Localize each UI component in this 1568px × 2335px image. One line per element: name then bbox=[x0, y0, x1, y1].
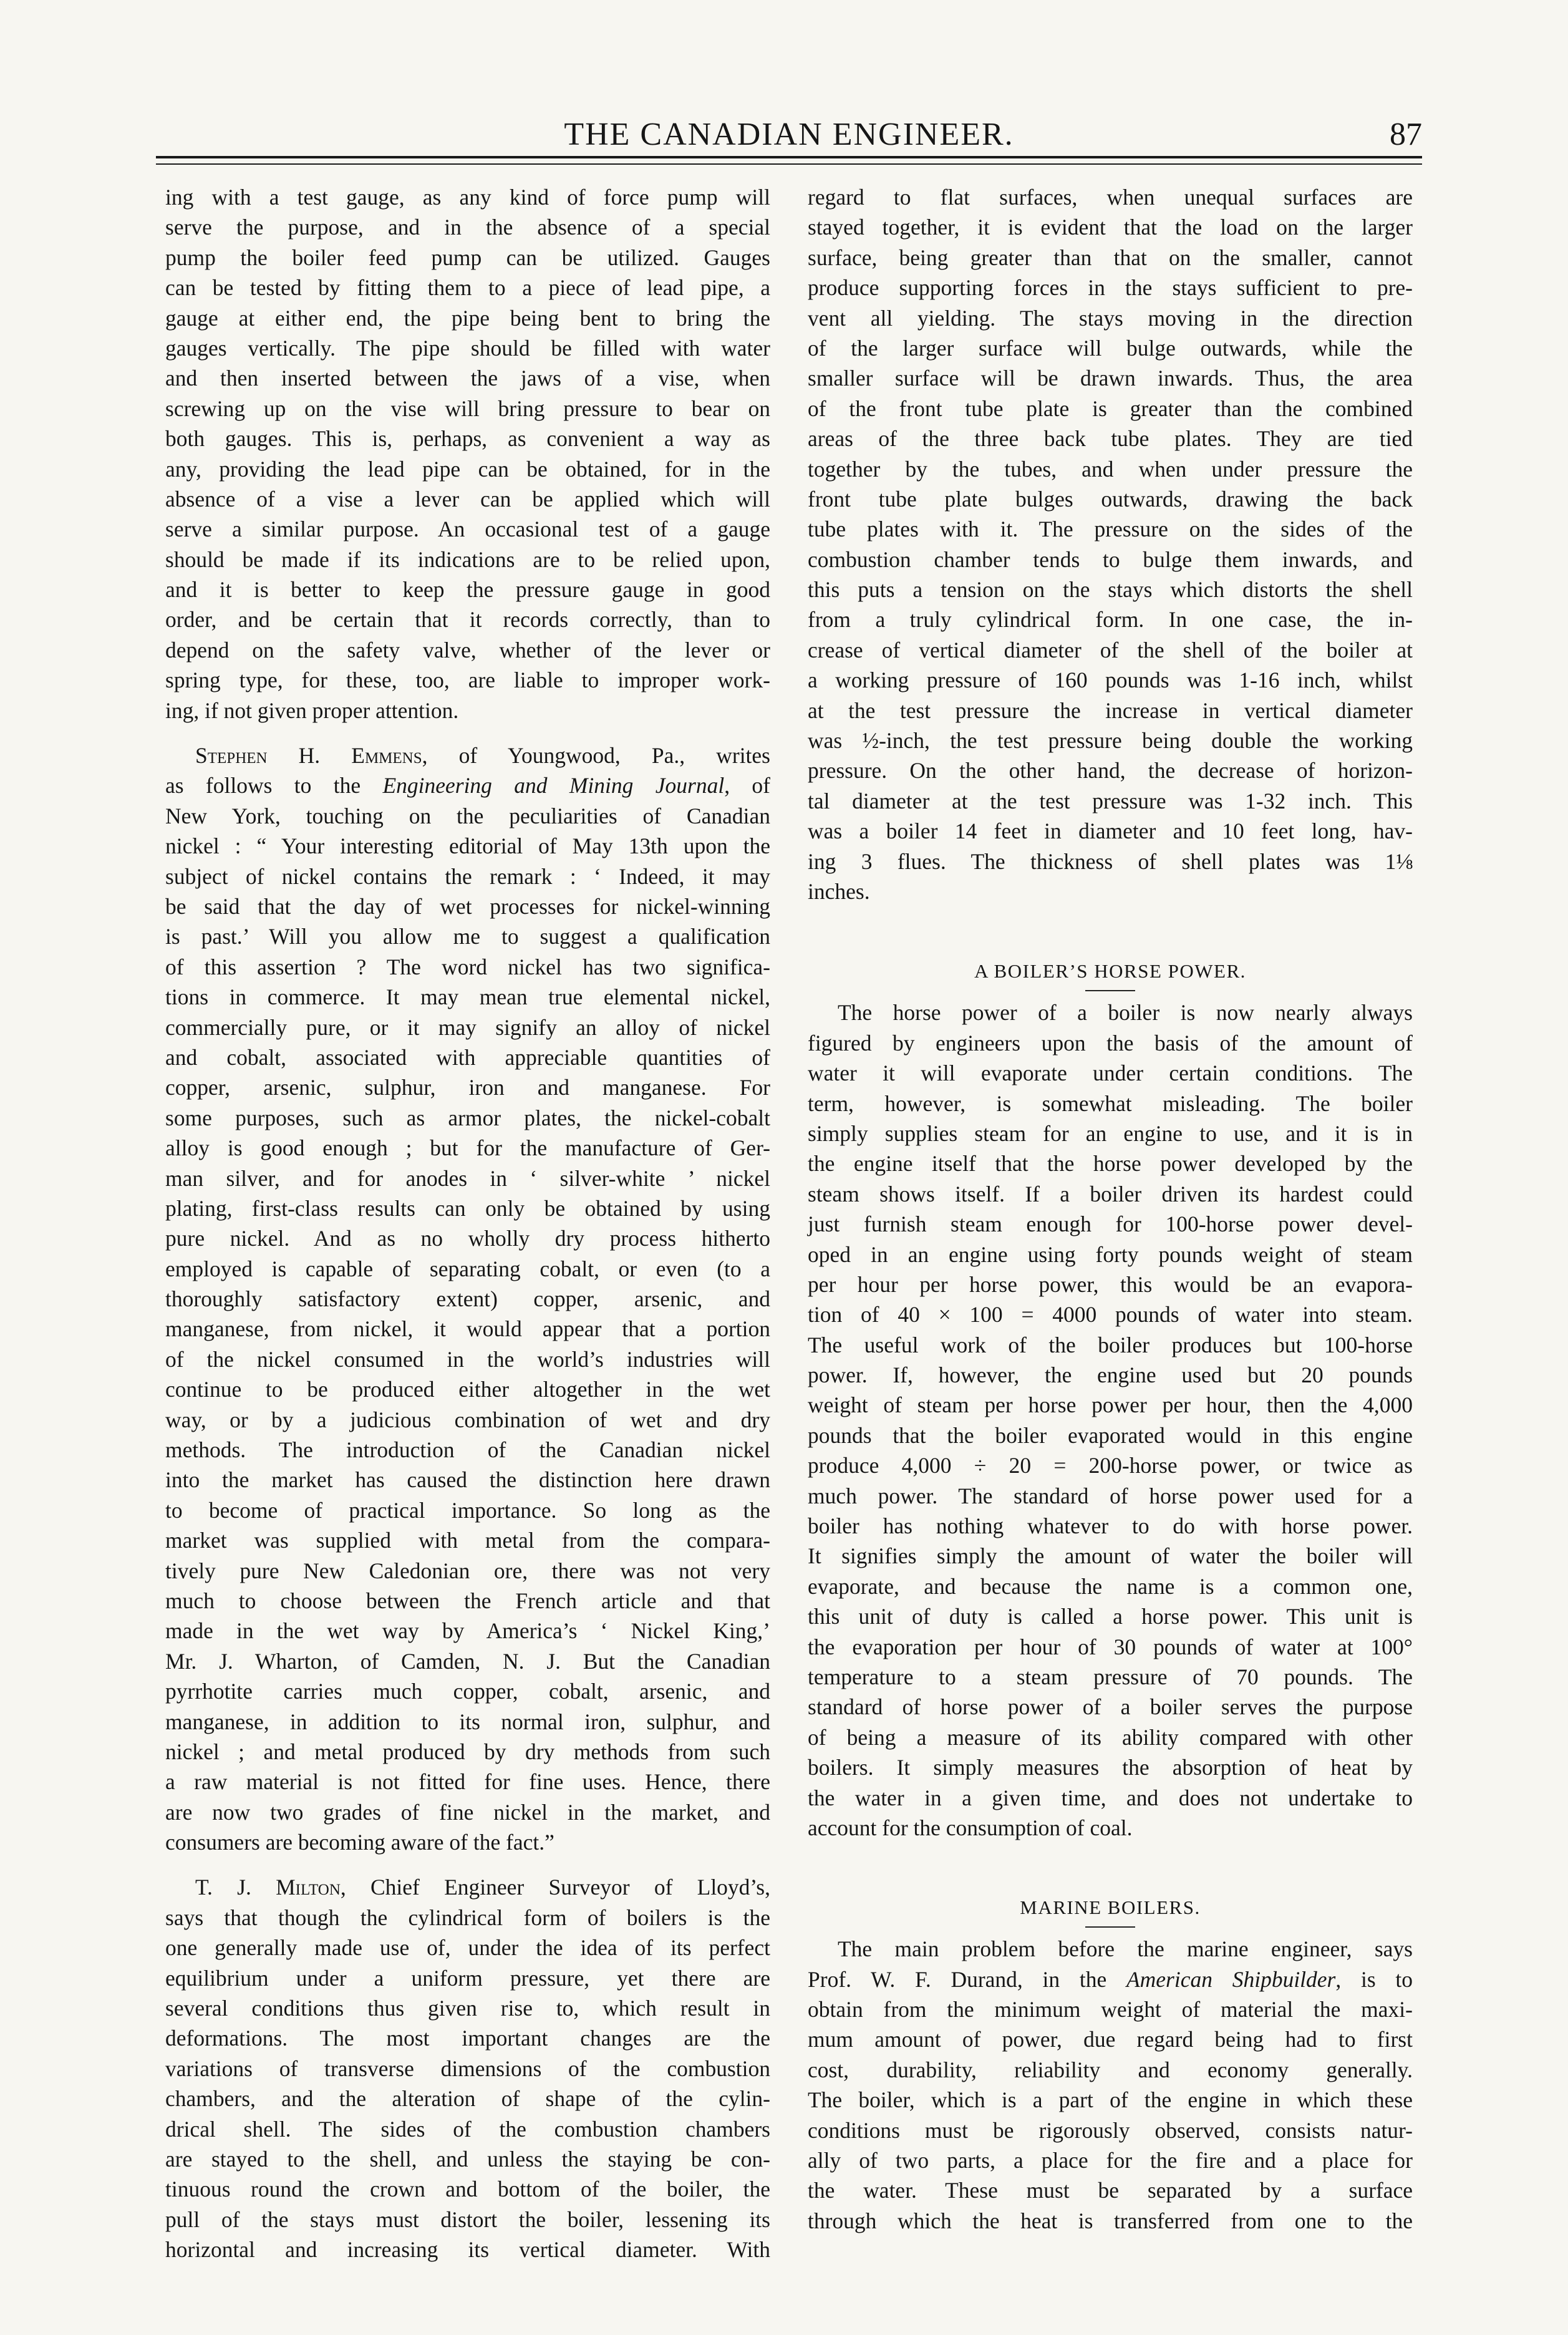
text-line: smaller surface will be drawn inwards. Thus, the area bbox=[808, 366, 1413, 391]
text-line: says that though the cylindrical form of boilers is the bbox=[165, 1905, 770, 1930]
text-line: mum amount of power, due regard being had to first bbox=[808, 2027, 1413, 2052]
marine-first-line: The main problem before the marine engineer, says bbox=[838, 1936, 1413, 1962]
text-line: a working pressure of 160 pounds was 1-16 inch, whilst bbox=[808, 667, 1413, 693]
publication-title: THE CANADIAN ENGINEER. bbox=[564, 117, 1014, 152]
text-line: tube plates with it. The pressure on the sides of the bbox=[808, 517, 1413, 542]
text-line: areas of the three back tube plates. They are tied bbox=[808, 426, 1413, 452]
text-line: temperature to a steam pressure of 70 pounds. The bbox=[808, 1664, 1413, 1689]
text-line: ing 3 flues. The thickness of shell plates was 1⅛ bbox=[808, 848, 1413, 874]
text-line: boilers. It simply measures the absorption of heat by bbox=[808, 1755, 1413, 1780]
text-line: surface, being greater than that on the smaller, cannot bbox=[808, 245, 1413, 270]
text-line: was a boiler 14 feet in diameter and 10 feet long, hav- bbox=[808, 818, 1413, 844]
section-heading-marine-boilers: MARINE BOILERS. bbox=[1020, 1896, 1201, 1919]
text-line: order, and be certain that it records correctly, than to bbox=[165, 607, 770, 633]
text-line: be said that the day of wet processes for nickel-winning bbox=[165, 893, 770, 919]
left-paragraph-gauges bbox=[165, 182, 770, 726]
text-line: the evaporation per hour of 30 pounds of water at 100° bbox=[808, 1634, 1413, 1659]
text-line: crease of vertical diameter of the shell of the boiler at bbox=[808, 637, 1413, 663]
text-line: at the test pressure the increase in vertical diameter bbox=[808, 697, 1413, 723]
text-line: this puts a tension on the stays which distorts the shell bbox=[808, 577, 1413, 603]
emmens-first-line: Stephen H. Emmens, of Youngwood, Pa., writes bbox=[195, 743, 770, 769]
text-line: front tube plate bulges outwards, drawing the back bbox=[808, 486, 1413, 512]
text-line: variations of transverse dimensions of the combustion bbox=[165, 2056, 770, 2081]
heading-rule bbox=[1085, 1926, 1135, 1928]
text-line: pounds that the boiler evaporated would in this engine bbox=[808, 1422, 1413, 1448]
text-line: manganese, from nickel, it would appear that a portion bbox=[165, 1316, 770, 1342]
text-line: are stayed to the shell, and unless the staying be con- bbox=[165, 2147, 770, 2172]
left-paragraph-emmens bbox=[165, 740, 770, 1857]
section-heading-horse-power: A BOILER’S HORSE POWER. bbox=[974, 960, 1246, 983]
text-line: one generally made use of, under the idea of its perfect bbox=[165, 1935, 770, 1961]
text-line: can be tested by fitting them to a piece of lead pipe, a bbox=[165, 275, 770, 301]
text-line: from a truly cylindrical form. In one case, the in- bbox=[808, 607, 1413, 633]
text-line: commercially pure, or it may signify an alloy of nickel bbox=[165, 1014, 770, 1040]
text-line: cost, durability, reliability and economy generally. bbox=[808, 2057, 1413, 2082]
text-line: continue to be produced either altogether in the wet bbox=[165, 1377, 770, 1402]
text-line: ing, if not given proper attention. bbox=[165, 697, 459, 723]
text-line: alloy is good enough ; but for the manufacture of Ger- bbox=[165, 1135, 770, 1161]
text-line: was ½-inch, the test pressure being double the working bbox=[808, 728, 1413, 754]
text-line: the engine itself that the horse power developed by the bbox=[808, 1151, 1413, 1177]
text-line: simply supplies steam for an engine to use, and it is in bbox=[808, 1120, 1413, 1146]
text-line: stayed together, it is evident that the load on the larger bbox=[808, 215, 1413, 240]
text-line: nickel ; and metal produced by dry methods from such bbox=[165, 1739, 770, 1764]
text-line: pure nickel. And as no wholly dry process hitherto bbox=[165, 1226, 770, 1251]
text-line: It signifies simply the amount of water the boiler will bbox=[808, 1543, 1413, 1569]
text-line: several conditions thus given rise to, which result in bbox=[165, 1996, 770, 2021]
text-line: evaporate, and because the name is a common one, bbox=[808, 1573, 1413, 1599]
text-line: the water in a given time, and does not undertake to bbox=[808, 1785, 1413, 1810]
text-line: gauges vertically. The pipe should be filled with water bbox=[165, 335, 770, 361]
text-line: obtain from the minimum weight of material the maxi- bbox=[808, 1997, 1413, 2022]
text-line: of the front tube plate is greater than the combined bbox=[808, 396, 1413, 421]
author-name-milton: T. J. Milton bbox=[195, 1875, 341, 1900]
text-line: per hour per horse power, this would be an evapora- bbox=[808, 1271, 1413, 1297]
text-line: produce supporting forces in the stays sufficient to pre- bbox=[808, 275, 1413, 301]
text-line: manganese, in addition to its normal iron, sulphur, and bbox=[165, 1709, 770, 1734]
text-line: water it will evaporate under certain conditions. The bbox=[808, 1061, 1413, 1086]
text-line: made in the wet way by America’s ‘ Nickel King,’ bbox=[165, 1618, 770, 1644]
text-line: boiler has nothing whatever to do with horse power. bbox=[808, 1513, 1413, 1539]
text-line: should be made if its indications are to be relied upon, bbox=[165, 546, 770, 572]
text-line: gauge at either end, the pipe being bent to bring the bbox=[165, 305, 770, 331]
text-line: produce 4,000 ÷ 20 = 200-horse power, or twice as bbox=[808, 1453, 1413, 1478]
text-line: ally of two parts, a place for the fire and a place for bbox=[808, 2148, 1413, 2173]
text-line: tively pure New Caledonian ore, there was not very bbox=[165, 1558, 770, 1583]
text-line: together by the tubes, and when under pressure the bbox=[808, 456, 1413, 482]
text-line: serve a similar purpose. An occasional test of a gauge bbox=[165, 517, 770, 542]
left-paragraph-milton bbox=[165, 1872, 770, 2265]
text-line: absence of a vise a lever can be applied which will bbox=[165, 486, 770, 512]
text-line: vent all yielding. The stays moving in the direction bbox=[808, 305, 1413, 331]
text-line: weight of steam per horse power per hour, then the 4,000 bbox=[808, 1392, 1413, 1418]
author-name-emmens: Stephen H. Emmens bbox=[195, 743, 422, 769]
text-line: account for the consumption of coal. bbox=[808, 1815, 1133, 1840]
text-line: just furnish steam enough for 100-horse power devel- bbox=[808, 1211, 1413, 1237]
text-line: figured by engineers upon the basis of the amount of bbox=[808, 1030, 1413, 1056]
heading-rule bbox=[1085, 990, 1135, 991]
text-line: much power. The standard of horse power used for a bbox=[808, 1483, 1413, 1508]
text-line: man silver, and for anodes in ‘ silver-white ’ nickel bbox=[165, 1165, 770, 1191]
text-line: tinuous round the crown and bottom of the boiler, the bbox=[165, 2177, 770, 2202]
text-line: market was supplied with metal from the compara- bbox=[165, 1528, 770, 1553]
text-line: copper, arsenic, sulphur, iron and manganese. For bbox=[165, 1075, 770, 1100]
text-line: depend on the safety valve, whether of the lever or bbox=[165, 637, 770, 663]
text-line: New York, touching on the peculiarities of Canadian bbox=[165, 803, 770, 828]
text-line: deformations. The most important changes are the bbox=[165, 2026, 770, 2051]
text-line: of the nickel consumed in the world’s industries will bbox=[165, 1346, 770, 1372]
text-line: power. If, however, the engine used but 20 pounds bbox=[808, 1362, 1413, 1388]
text-line: and then inserted between the jaws of a vise, when bbox=[165, 366, 770, 391]
text-line: combustion chamber tends to bulge them inwards, and bbox=[808, 546, 1413, 572]
journal-title: American Shipbuilder bbox=[1126, 1966, 1336, 1992]
text-line: of the larger surface will bulge outwards, while the bbox=[808, 335, 1413, 361]
text-line: nickel : “ Your interesting editorial of May 13th upon the bbox=[165, 833, 770, 859]
text-line: way, or by a judicious combination of wet and dry bbox=[165, 1407, 770, 1432]
text-line: chambers, and the alteration of shape of the cylin- bbox=[165, 2086, 770, 2112]
right-paragraph-stays bbox=[808, 182, 1413, 906]
text-line: The useful work of the boiler produces but 100-horse bbox=[808, 1332, 1413, 1357]
journal-title: Engineering and Mining Journal bbox=[382, 773, 725, 799]
text-line: oped in an engine using forty pounds weight of steam bbox=[808, 1241, 1413, 1267]
text-line: drical shell. The sides of the combustion chambers bbox=[165, 2116, 770, 2142]
text-line: screwing up on the vise will bring pressure to bear on bbox=[165, 396, 770, 421]
text-line: The boiler, which is a part of the engine in which these bbox=[808, 2087, 1413, 2113]
emmens-second-line: as follows to the Engineering and Mining Journal, of bbox=[165, 773, 770, 799]
text-line: consumers are becoming aware of the fact.” bbox=[165, 1830, 554, 1855]
text-line: employed is capable of separating cobalt, or even (to a bbox=[165, 1256, 770, 1281]
text-line: subject of nickel contains the remark : ‘ Indeed, it may bbox=[165, 863, 770, 889]
milton-first-line: T. J. Milton, Chief Engineer Surveyor of Lloyd’s, bbox=[195, 1875, 770, 1900]
text-line: ing with a test gauge, as any kind of force pump will bbox=[165, 185, 770, 210]
text-line: any, providing the lead pipe can be obtained, for in the bbox=[165, 456, 770, 482]
text-line: into the market has caused the distinction here drawn bbox=[165, 1467, 770, 1493]
text-line: and cobalt, associated with appreciable quantities of bbox=[165, 1044, 770, 1070]
text-line: tal diameter at the test pressure was 1-32 inch. This bbox=[808, 788, 1413, 813]
text-line: methods. The introduction of the Canadian nickel bbox=[165, 1437, 770, 1463]
text-line: through which the heat is transferred from one to the bbox=[808, 2208, 1413, 2233]
text-line: Mr. J. Wharton, of Camden, N. J. But the Canadian bbox=[165, 1648, 770, 1674]
page-number: 87 bbox=[1390, 117, 1422, 152]
text-line: plating, first-class results can only be obtained by using bbox=[165, 1195, 770, 1221]
text-line: thoroughly satisfactory extent) copper, arsenic, and bbox=[165, 1286, 770, 1312]
text-line: steam shows itself. If a boiler driven its hardest could bbox=[808, 1181, 1413, 1206]
text-line: The horse power of a boiler is now nearly always bbox=[838, 1000, 1413, 1026]
text-line: the water. These must be separated by a surface bbox=[808, 2178, 1413, 2203]
text-line: pump the boiler feed pump can be utilized. Gauges bbox=[165, 245, 770, 270]
left-column bbox=[165, 182, 770, 2265]
text-line: much to choose between the French article and that bbox=[165, 1588, 770, 1613]
text-line: spring type, for these, too, are liable to improper work- bbox=[165, 667, 770, 693]
text-line: to become of practical importance. So long as the bbox=[165, 1497, 770, 1523]
text-line: horizontal and increasing its vertical diameter. With bbox=[165, 2237, 770, 2263]
text-line: of being a measure of its ability compared with other bbox=[808, 1724, 1413, 1750]
text-line: pull of the stays must distort the boiler, lessening its bbox=[165, 2206, 770, 2232]
text-line: pyrrhotite carries much copper, cobalt, arsenic, and bbox=[165, 1679, 770, 1704]
text-line: conditions must be rigorously observed, consists natur- bbox=[808, 2117, 1413, 2143]
text-line: is past.’ Will you allow me to suggest a qualification bbox=[165, 924, 770, 949]
text-line: and it is better to keep the pressure gauge in good bbox=[165, 577, 770, 603]
text-line: some purposes, such as armor plates, the nickel-cobalt bbox=[165, 1105, 770, 1130]
text-line: a raw material is not fitted for fine uses. Hence, there bbox=[165, 1769, 770, 1795]
text-line: pressure. On the other hand, the decrease of horizon- bbox=[808, 758, 1413, 784]
text-line: tion of 40 × 100 = 4000 pounds of water into steam. bbox=[808, 1302, 1413, 1328]
right-paragraph-marine bbox=[808, 1934, 1413, 2236]
header-rule-thin bbox=[156, 163, 1422, 165]
text-line: serve the purpose, and in the absence of a special bbox=[165, 215, 770, 240]
text-line: inches. bbox=[808, 878, 870, 904]
text-line: equilibrium under a uniform pressure, yet there are bbox=[165, 1965, 770, 1991]
text-line: tions in commerce. It may mean true elemental nickel, bbox=[165, 984, 770, 1010]
page-header bbox=[156, 111, 1422, 161]
marine-second-line: Prof. W. F. Durand, in the American Shipbuilder, is to bbox=[808, 1966, 1413, 1992]
text-line: regard to flat surfaces, when unequal surfaces are bbox=[808, 185, 1413, 210]
text-line: term, however, is somewhat misleading. The boiler bbox=[808, 1090, 1413, 1116]
text-line: are now two grades of fine nickel in the market, and bbox=[165, 1799, 770, 1825]
text-line: of this assertion ? The word nickel has two significa- bbox=[165, 954, 770, 979]
header-rule-thick bbox=[156, 156, 1422, 158]
text-line: this unit of duty is called a horse power. This unit is bbox=[808, 1604, 1413, 1629]
right-column bbox=[808, 182, 1413, 2236]
text-line: standard of horse power of a boiler serves the purpose bbox=[808, 1694, 1413, 1720]
text-line: both gauges. This is, perhaps, as convenient a way as bbox=[165, 426, 770, 452]
right-paragraph-horse-power bbox=[808, 998, 1413, 1843]
